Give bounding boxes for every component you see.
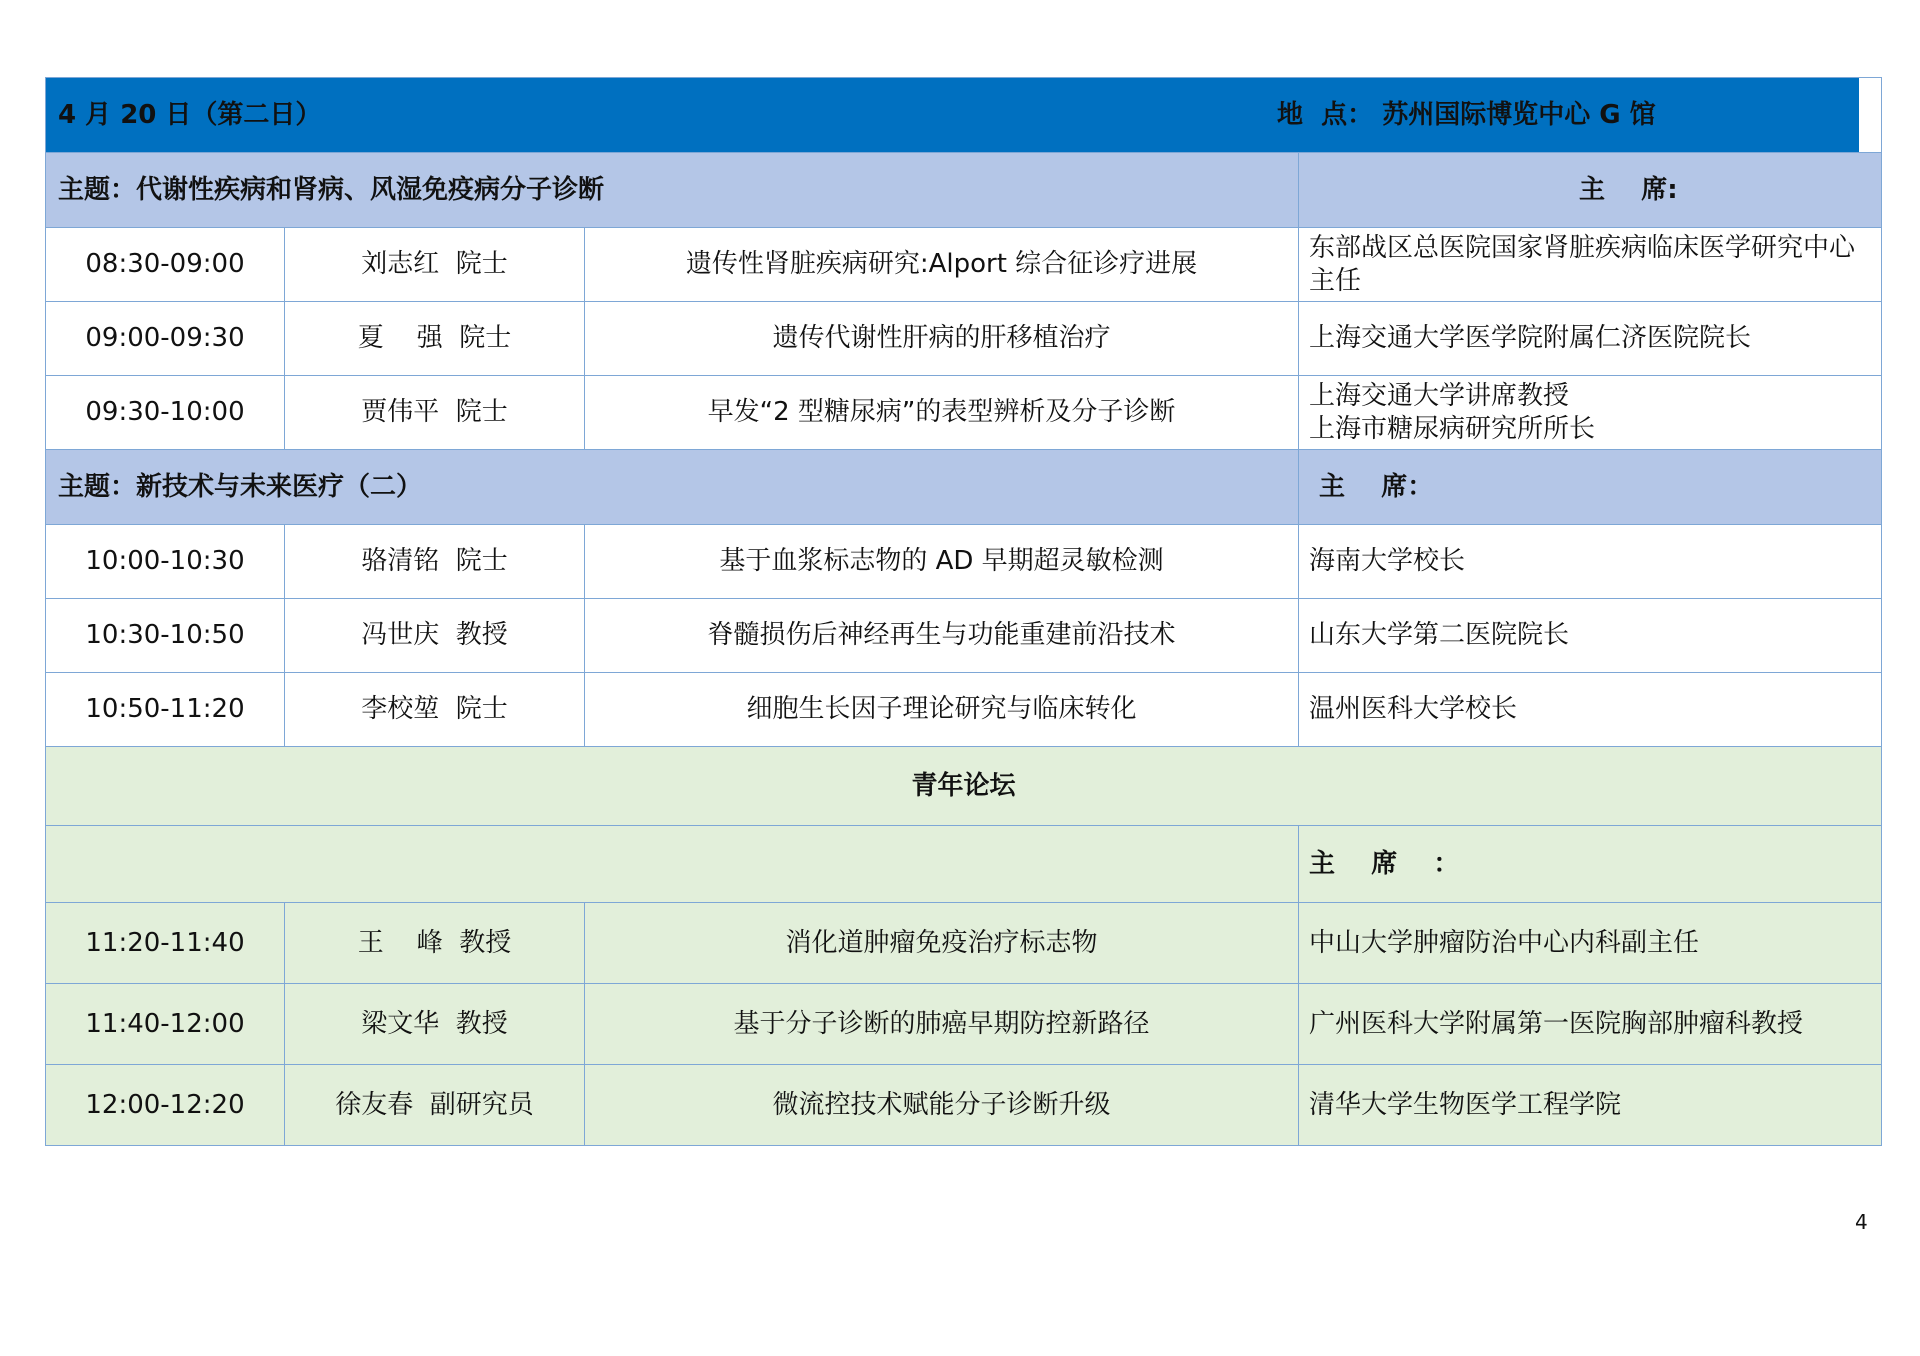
speaker-affiliation: 中山大学肿瘤防治中心内科副主任 (1299, 903, 1882, 984)
forum-title-row (46, 747, 1882, 826)
session-topic: 微流控技术赋能分子诊断升级 (585, 1065, 1299, 1146)
session-time: 08:30-09:00 (46, 228, 285, 302)
session-row (46, 903, 1882, 984)
chair-label: 主 席 ： (1299, 826, 1882, 903)
chair-label: 主 席： (1299, 450, 1882, 525)
theme-row (46, 450, 1882, 525)
speaker-affiliation: 东部战区总医院国家肾脏疾病临床医学研究中心主任 (1299, 228, 1882, 302)
schedule-table (45, 77, 1882, 1146)
session-row (46, 302, 1882, 376)
session-topic: 细胞生长因子理论研究与临床转化 (585, 673, 1299, 747)
session-speaker: 贾伟平 院士 (285, 376, 585, 450)
location-label: 地 点： (1277, 99, 1374, 130)
session-speaker: 刘志红 院士 (285, 228, 585, 302)
session-speaker: 徐友春 副研究员 (285, 1065, 585, 1146)
session-time: 10:00-10:30 (46, 525, 285, 599)
session-speaker: 骆清铭 院士 (285, 525, 585, 599)
session-row (46, 673, 1882, 747)
speaker-affiliation: 广州医科大学附属第一医院胸部肿瘤科教授 (1299, 984, 1882, 1065)
chair-label: 主 席: (1299, 153, 1882, 228)
day-header-row (46, 78, 1882, 153)
speaker-affiliation: 海南大学校长 (1299, 525, 1882, 599)
session-topic: 早发“2 型糖尿病”的表型辨析及分子诊断 (585, 376, 1299, 450)
session-topic: 基于血浆标志物的 AD 早期超灵敏检测 (585, 525, 1299, 599)
session-time: 10:50-11:20 (46, 673, 285, 747)
session-speaker: 李校堃 院士 (285, 673, 585, 747)
session-speaker: 夏 强 院士 (285, 302, 585, 376)
location (1277, 78, 1860, 153)
session-speaker: 冯世庆 教授 (285, 599, 585, 673)
session-row (46, 228, 1882, 302)
session-time: 12:00-12:20 (46, 1065, 285, 1146)
speaker-affiliation: 温州医科大学校长 (1299, 673, 1882, 747)
speaker-affiliation: 上海交通大学讲席教授 上海市糖尿病研究所所长 (1299, 376, 1882, 450)
speaker-affiliation: 上海交通大学医学院附属仁济医院院长 (1299, 302, 1882, 376)
page-number: 4 (1855, 1210, 1868, 1234)
session-row (46, 376, 1882, 450)
session-time: 11:40-12:00 (46, 984, 285, 1065)
session-time: 11:20-11:40 (46, 903, 285, 984)
day-date: 4 月 20 日（第二日） (46, 78, 1299, 153)
session-row (46, 1065, 1882, 1146)
forum-chair-row (46, 826, 1882, 903)
forum-chair-spacer (46, 826, 1299, 903)
theme-title: 主题：新技术与未来医疗（二） (46, 450, 1299, 525)
session-row (46, 599, 1882, 673)
session-speaker: 王 峰 教授 (285, 903, 585, 984)
session-time: 09:00-09:30 (46, 302, 285, 376)
theme-title: 主题：代谢性疾病和肾病、风湿免疫病分子诊断 (46, 153, 1299, 228)
session-row (46, 984, 1882, 1065)
session-row (46, 525, 1882, 599)
session-topic: 遗传性肾脏疾病研究:Alport 综合征诊疗进展 (585, 228, 1299, 302)
session-time: 10:30-10:50 (46, 599, 285, 673)
session-topic: 消化道肿瘤免疫治疗标志物 (585, 903, 1299, 984)
forum-title: 青年论坛 (46, 747, 1882, 826)
speaker-affiliation: 山东大学第二医院院长 (1299, 599, 1882, 673)
location-value: 苏州国际博览中心 G 馆 (1382, 99, 1656, 130)
speaker-affiliation: 清华大学生物医学工程学院 (1299, 1065, 1882, 1146)
session-speaker: 梁文华 教授 (285, 984, 585, 1065)
session-time: 09:30-10:00 (46, 376, 285, 450)
theme-row (46, 153, 1882, 228)
session-topic: 基于分子诊断的肺癌早期防控新路径 (585, 984, 1299, 1065)
session-topic: 脊髓损伤后神经再生与功能重建前沿技术 (585, 599, 1299, 673)
session-topic: 遗传代谢性肝病的肝移植治疗 (585, 302, 1299, 376)
